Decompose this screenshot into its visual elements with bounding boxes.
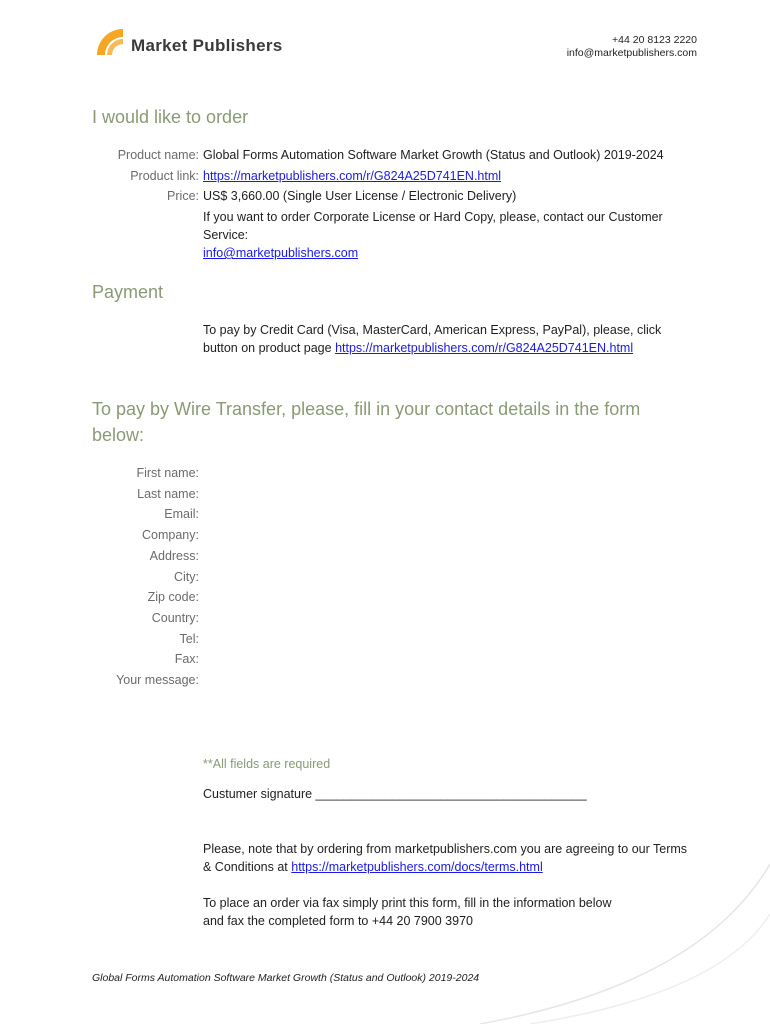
form-label-country: Country: bbox=[151, 610, 199, 625]
logo-arc-icon bbox=[95, 27, 125, 57]
form-label-email: Email: bbox=[164, 507, 199, 522]
fax-line1: To place an order via fax simply print this form, fill in the information below bbox=[203, 896, 612, 910]
payment-line1: To pay by Credit Card (Visa, MasterCard, American Express, PayPal), please, click bbox=[203, 323, 662, 337]
required-note: **All fields are required bbox=[203, 757, 331, 771]
corporate-note-line1: If you want to order Corporate License or Hard Copy, please, contact our Customer bbox=[203, 210, 663, 224]
wire-heading-line1: To pay by Wire Transfer, please, fill in your contact details in the form bbox=[92, 399, 641, 419]
corporate-note-line2: Service: bbox=[203, 228, 249, 242]
order-heading: I would like to order bbox=[92, 107, 249, 127]
payment-heading: Payment bbox=[92, 282, 164, 302]
terms-line2-prefix: & Conditions at bbox=[203, 860, 292, 874]
form-label-fax: Fax: bbox=[174, 652, 199, 667]
form-label-firstname: First name: bbox=[136, 466, 199, 480]
form-label-yourmessage: Your message: bbox=[116, 673, 199, 687]
fax-line2: and fax the completed form to +44 20 7900 3970 bbox=[203, 914, 473, 928]
contact-phone: +44 20 8123 2220 bbox=[612, 34, 697, 46]
product-link-label: Product link: bbox=[130, 169, 199, 183]
signature-line[interactable]: Custumer signature _______________________________________ bbox=[203, 787, 587, 801]
price-value: US$ 3,660.00 (Single User License / Electronic Delivery) bbox=[203, 189, 517, 203]
contact-block bbox=[567, 34, 697, 60]
terms-line1: Please, note that by ordering from marketpublishers.com you are agreeing to our Terms bbox=[203, 842, 688, 856]
payment-line2 bbox=[203, 339, 723, 357]
form-label-lastname: Last name: bbox=[137, 486, 199, 501]
form-label-zipcode: Zip code: bbox=[147, 590, 199, 605]
wire-heading-line2: below: bbox=[92, 425, 145, 445]
price-label: Price: bbox=[167, 189, 199, 203]
contact-email[interactable]: info@marketpublishers.com bbox=[566, 47, 697, 59]
form-label-address: Address: bbox=[149, 548, 199, 563]
decorative-curve bbox=[440, 804, 770, 1024]
payment-line2-prefix: button on product page bbox=[203, 341, 336, 355]
wire-heading bbox=[92, 396, 692, 448]
service-email-link[interactable]: info@marketpublishers.com bbox=[203, 246, 359, 260]
form-label-tel: Tel: bbox=[179, 631, 199, 646]
form-label-company: Company: bbox=[142, 528, 199, 543]
page-footer: Global Forms Automation Software Market Growth (Status and Outlook) 2019-2024 bbox=[92, 972, 480, 984]
product-name-label: Product name: bbox=[117, 148, 199, 162]
payment-product-link[interactable]: https://marketpublishers.com/r/G824A25D741EN.html bbox=[335, 341, 634, 355]
product-link[interactable]: https://marketpublishers.com/r/G824A25D741EN.html bbox=[203, 169, 502, 183]
product-name-value: Global Forms Automation Software Market Growth (Status and Outlook) 2019-2024 bbox=[203, 148, 664, 162]
corporate-note bbox=[203, 208, 723, 262]
brand-name: Market Publishers bbox=[131, 36, 283, 55]
payment-text bbox=[203, 321, 723, 357]
terms-link[interactable]: https://marketpublishers.com/docs/terms.html bbox=[291, 860, 543, 874]
brand-logo bbox=[95, 27, 305, 59]
form-label-city: City: bbox=[174, 569, 199, 584]
